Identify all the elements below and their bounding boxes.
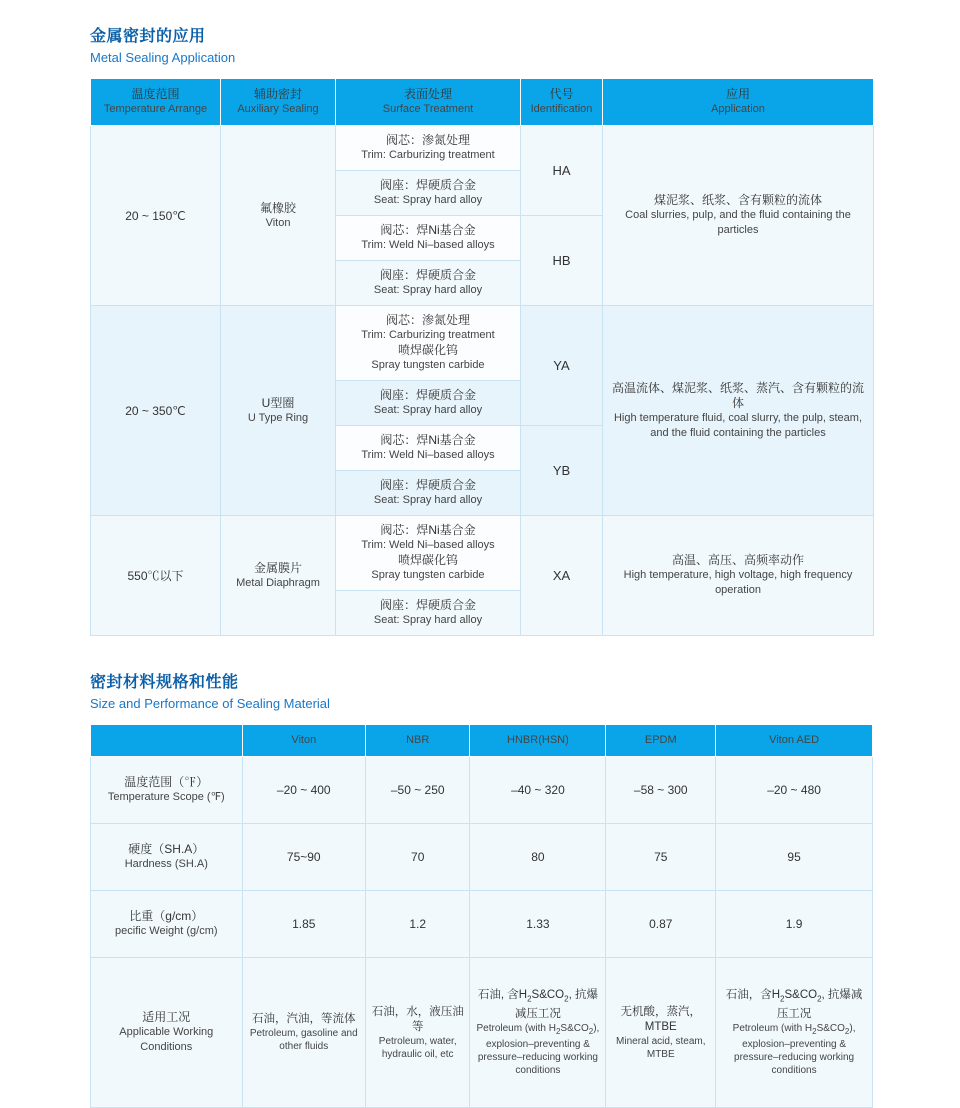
table-row xyxy=(91,958,873,1108)
cell-temp-viton-aed: –20 ~ 480 xyxy=(716,757,873,824)
metal-sealing-application-table xyxy=(90,78,874,636)
cell-temp-hnbr: –40 ~ 320 xyxy=(470,757,606,824)
header-surface-treatment: 表面处理 Surface Treatment xyxy=(336,79,521,126)
header-material-blank xyxy=(91,725,243,757)
header-hnbr: HNBR(HSN) xyxy=(470,725,606,757)
cell-label-temperature-scope: 温度范围（℉） Temperature Scope (℉) xyxy=(91,757,243,824)
cell-hardness-hnbr: 80 xyxy=(470,824,606,891)
cell-treatment-1b: 阀座：焊硬质合金 Seat: Spray hard alloy xyxy=(336,171,521,216)
cell-treatment-3b: 阀座：焊硬质合金 Seat: Spray hard alloy xyxy=(336,591,521,636)
cell-identification-hb: HB xyxy=(521,216,603,306)
section-spacer xyxy=(90,636,920,672)
table-row xyxy=(91,824,873,891)
header-nbr: NBR xyxy=(365,725,470,757)
header-viton: Viton xyxy=(242,725,365,757)
table-row xyxy=(91,516,874,591)
cell-temperature-1: 20 ~ 150℃ xyxy=(91,126,221,306)
table-header-row xyxy=(91,725,873,757)
cell-temperature-2: 20 ~ 350℃ xyxy=(91,306,221,516)
table-row xyxy=(91,306,874,381)
cell-conditions-hnbr: 石油, 含$H_2S\&CO_2$, 抗爆减压工况 Petroleum (with $H_2S\&CO_2$), explosion–preventing & pressure–reducing working conditions xyxy=(470,958,606,1108)
cell-treatment-2a: 阀芯：渗氮处理 Trim: Carburizing treatment 喷焊碳化钨 Spray tungsten carbide xyxy=(336,306,521,381)
cell-auxiliary-1: 氟橡胶 Viton xyxy=(221,126,336,306)
cell-temp-epdm: –58 ~ 300 xyxy=(606,757,716,824)
cell-identification-xa: XA xyxy=(521,516,603,636)
cell-weight-viton-aed: 1.9 xyxy=(716,891,873,958)
cell-auxiliary-3: 金属膜片 Metal Diaphragm xyxy=(221,516,336,636)
cell-label-specific-weight: 比重（g/cm） pecific Weight (g/cm) xyxy=(91,891,243,958)
cell-application-3: 高温、高压、高频率动作 High temperature, high voltage, high frequency operation xyxy=(603,516,874,636)
section-1-title-cn: 金属密封的应用 xyxy=(90,28,206,45)
cell-treatment-1a: 阀芯：渗氮处理 Trim: Carburizing treatment xyxy=(336,126,521,171)
cell-hardness-epdm: 75 xyxy=(606,824,716,891)
header-auxiliary-sealing: 辅助密封 Auxiliary Sealing xyxy=(221,79,336,126)
section-2-title-en: Size and Performance of Sealing Material xyxy=(90,696,330,711)
section-1-title-en: Metal Sealing Application xyxy=(90,50,236,65)
table-header-row xyxy=(91,79,874,126)
section-2-title-cn: 密封材料规格和性能 xyxy=(90,674,239,691)
cell-auxiliary-2: U型圈 U Type Ring xyxy=(221,306,336,516)
cell-application-2: 高温流体、煤泥浆、纸浆、蒸汽、含有颗粒的流体 High temperature fluid, coal slurry, the pulp, steam, and the fluid containing the particles xyxy=(603,306,874,516)
cell-hardness-viton: 75~90 xyxy=(242,824,365,891)
cell-hardness-viton-aed: 95 xyxy=(716,824,873,891)
cell-temperature-3: 550℃以下 xyxy=(91,516,221,636)
cell-weight-nbr: 1.2 xyxy=(365,891,470,958)
header-temperature: 温度范围 Temperature Arrange xyxy=(91,79,221,126)
table-row xyxy=(91,757,873,824)
cell-identification-ya: YA xyxy=(521,306,603,426)
cell-temp-viton: –20 ~ 400 xyxy=(242,757,365,824)
header-epdm: EPDM xyxy=(606,725,716,757)
cell-treatment-2d: 阀座：焊硬质合金 Seat: Spray hard alloy xyxy=(336,471,521,516)
cell-conditions-nbr: 石油，水，液压油等 Petroleum, water, hydraulic oil, etc xyxy=(365,958,470,1108)
table-row xyxy=(91,891,873,958)
cell-conditions-epdm: 无机酸，蒸汽，MTBE Mineral acid, steam, MTBE xyxy=(606,958,716,1108)
table-row xyxy=(91,126,874,171)
cell-identification-yb: YB xyxy=(521,426,603,516)
cell-conditions-viton: 石油，汽油，等流体 Petroleum, gasoline and other fluids xyxy=(242,958,365,1108)
section-2-title xyxy=(90,672,920,714)
cell-treatment-2b: 阀座：焊硬质合金 Seat: Spray hard alloy xyxy=(336,381,521,426)
cell-temp-nbr: –50 ~ 250 xyxy=(365,757,470,824)
header-application: 应用 Application xyxy=(603,79,874,126)
cell-application-1: 煤泥浆、纸浆、含有颗粒的流体 Coal slurries, pulp, and the fluid containing the particles xyxy=(603,126,874,306)
cell-conditions-viton-aed: 石油，含$H_2S\&CO_2$, 抗爆减压工况 Petroleum (with $H_2S\&CO_2$), explosion–preventing & pressure–reducing working conditions xyxy=(716,958,873,1108)
cell-treatment-1d: 阀座：焊硬质合金 Seat: Spray hard alloy xyxy=(336,261,521,306)
cell-label-hardness: 硬度（SH.A） Hardness (SH.A) xyxy=(91,824,243,891)
cell-label-working-conditions: 适用工况 Applicable Working Conditions xyxy=(91,958,243,1108)
header-viton-aed: Viton AED xyxy=(716,725,873,757)
cell-weight-epdm: 0.87 xyxy=(606,891,716,958)
cell-weight-hnbr: 1.33 xyxy=(470,891,606,958)
cell-hardness-nbr: 70 xyxy=(365,824,470,891)
section-1-title xyxy=(90,26,920,68)
sealing-material-table xyxy=(90,724,873,1108)
header-identification: 代号 Identification xyxy=(521,79,603,126)
cell-treatment-3a: 阀芯：焊Ni基合金 Trim: Weld Ni–based alloys 喷焊碳化钨 Spray tungsten carbide xyxy=(336,516,521,591)
cell-treatment-2c: 阀芯：焊Ni基合金 Trim: Weld Ni–based alloys xyxy=(336,426,521,471)
cell-treatment-1c: 阀芯：焊Ni基合金 Trim: Weld Ni–based alloys xyxy=(336,216,521,261)
cell-weight-viton: 1.85 xyxy=(242,891,365,958)
cell-identification-ha: HA xyxy=(521,126,603,216)
